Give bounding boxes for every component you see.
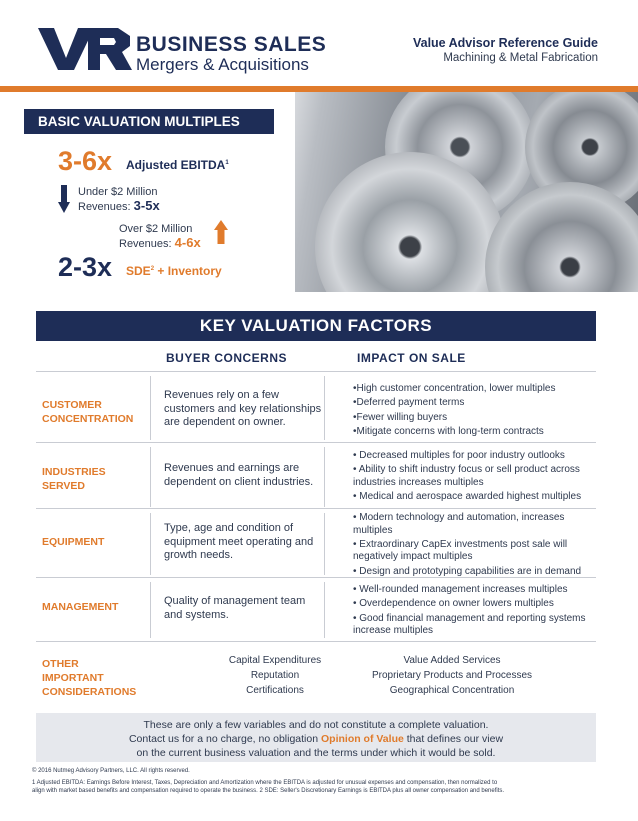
over-2m-line2: Revenues: 4-6x <box>119 235 201 250</box>
disclaimer-line1: These are only a few variables and do not constitute a complete valuation. <box>143 719 489 731</box>
brand-tagline: Mergers & Acquisitions <box>136 55 309 74</box>
impact-industries <box>353 450 598 505</box>
consideration-item: Value Added Services <box>403 655 501 666</box>
impact-item: •Fewer willing buyers <box>353 411 448 423</box>
impact-on-sale-header: IMPACT ON SALE <box>357 351 466 365</box>
key-factors-title: KEY VALUATION FACTORS <box>36 311 596 341</box>
hero-section <box>0 92 638 292</box>
divider <box>36 442 596 443</box>
buyer-text: Revenues rely on a few customers and key relationships are dependent on owner. <box>164 389 322 428</box>
footnote-1: 1 Adjusted EBITDA: Earnings Before Interest, Taxes, Depreciation and Amortization where the EBITDA is adjusted for unusual expenses and compensation, then normalized to <box>32 780 498 786</box>
under-2m-value: 3-5x <box>133 198 160 213</box>
consideration-item: Certifications <box>246 685 304 696</box>
buyer-concern-industries <box>150 447 325 507</box>
ebitda-label: Adjusted EBITDA$^1$ <box>126 158 229 172</box>
guide-title: Value Advisor Reference Guide <box>412 36 598 50</box>
impact-item: • Ability to shift industry focus or sell product across industries increases multiples <box>353 464 580 488</box>
consideration-item: Proprietary Products and Processes <box>371 670 533 681</box>
buyer-concern-management <box>150 582 325 638</box>
impact-item: •Mitigate concerns with long-term contracts <box>353 425 544 437</box>
divider <box>36 508 596 509</box>
row-label-other: OTHER IMPORTANT CONSIDERATIONS <box>42 658 137 698</box>
over-2m-value: 4-6x <box>174 235 201 250</box>
footnote-2: align with market based benefits and compensation required to operate the business. 2 SDE: Seller's Discretionary Earnings is EBITDA plus all owner compensation and benefits. <box>32 788 505 794</box>
row-label-management: MANAGEMENT <box>42 601 119 613</box>
row-label-industries: INDUSTRIES SERVED <box>42 466 106 492</box>
header <box>0 0 638 86</box>
guide-subtitle: Machining & Metal Fabrication <box>443 52 598 64</box>
consideration-item: Capital Expenditures <box>228 655 322 666</box>
impact-item: • Medical and aerospace awarded highest multiples <box>353 491 582 503</box>
ebitda-multiple: 3-6x <box>58 146 113 176</box>
sde-multiple: 2-3x <box>58 252 113 282</box>
sde-footnote-mark: 2 <box>150 266 155 272</box>
buyer-concerns-header: BUYER CONCERNS <box>166 351 288 365</box>
impact-item: • Good financial management and reporting systems increase multiples <box>353 612 586 637</box>
row-label-equipment: EQUIPMENT <box>42 536 105 548</box>
impact-management <box>353 584 598 639</box>
impact-equipment <box>353 512 598 580</box>
disclaimer-box <box>36 713 596 762</box>
consideration-item: Geographical Concentration <box>389 685 515 696</box>
divider <box>36 641 596 642</box>
arrow-up-icon <box>214 220 228 244</box>
over-2m-line1: Over $2 Million <box>119 223 193 235</box>
buyer-text: Type, age and condition of equipment meet operating and growth needs. <box>164 522 314 561</box>
buyer-text: Revenues and earnings are dependent on client industries. <box>164 462 314 488</box>
other-considerations-col1 <box>195 653 355 698</box>
impact-customer <box>353 383 598 440</box>
impact-item: • Overdependence on owner lowers multiples <box>353 598 554 610</box>
basic-multiples-title: BASIC VALUATION MULTIPLES <box>24 109 274 134</box>
under-2m-line1: Under $2 Million <box>78 186 158 198</box>
sde-label: SDE$^2$ + Inventory <box>126 264 222 278</box>
disclaimer-line3: on the current business valuation and the terms under which it would be sold. <box>136 747 496 759</box>
arrow-down-icon <box>58 185 70 213</box>
buyer-text: Quality of management team and systems. <box>164 595 306 621</box>
buyer-concern-equipment <box>150 513 325 575</box>
impact-item: •Deferred payment terms <box>353 397 465 409</box>
opinion-of-value-link[interactable]: Opinion of Value <box>320 733 404 745</box>
impact-item: • Decreased multiples for poor industry outlooks <box>353 450 565 461</box>
divider <box>36 577 596 578</box>
brand-name: BUSINESS SALES <box>136 33 327 56</box>
ebitda-footnote-mark: 1 <box>225 160 229 166</box>
impact-item: • Design and prototyping capabilities are in demand <box>353 565 582 577</box>
sde-suffix: + Inventory <box>157 264 222 278</box>
impact-item: • Extraordinary CapEx investments post sale will negatively impact multiples <box>353 538 568 563</box>
other-considerations-col2 <box>352 653 552 698</box>
impact-item: • Modern technology and automation, increases multiples <box>353 512 565 536</box>
disclaimer-line2: Contact us for a no charge, no obligation Opinion of Value that defines our view <box>128 733 504 745</box>
row-label-customer: CUSTOMER CONCENTRATION <box>42 399 134 425</box>
vr-logo-icon <box>38 28 132 70</box>
copyright: © 2016 Nutmeg Advisory Partners, LLC. All rights reserved. <box>32 768 190 774</box>
under-2m <box>78 185 160 214</box>
consideration-item: Reputation <box>250 670 300 681</box>
impact-item: •High customer concentration, lower multiples <box>353 383 556 394</box>
over-2m <box>119 222 201 251</box>
impact-item: • Well-rounded management increases multiples <box>353 584 568 595</box>
under-2m-line2: Revenues: 3-5x <box>78 198 160 213</box>
buyer-concern-customer <box>150 376 325 440</box>
divider <box>36 371 596 372</box>
